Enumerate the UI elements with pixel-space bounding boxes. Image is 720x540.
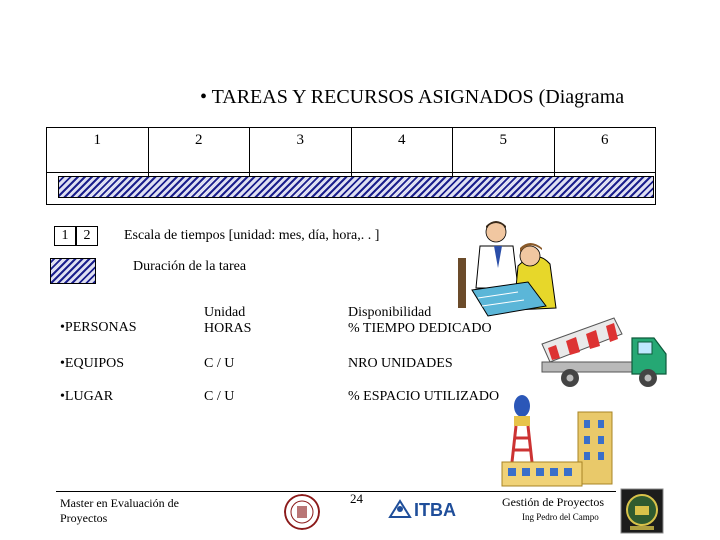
scale-number: 1 — [47, 128, 149, 172]
scale-number: 6 — [601, 132, 609, 148]
legend-duration-label: Duración de la tarea — [133, 259, 247, 274]
footer-author: Ing Pedro del Campo — [522, 512, 599, 522]
factory-clipart — [500, 392, 620, 488]
scale-number: 3 — [250, 128, 352, 172]
unit-personas: Unidad HORAS — [204, 305, 252, 336]
availability-lugar: % ESPACIO UTILIZADO — [348, 389, 500, 404]
legend-scale-label: Escala de tiempos [unidad: mes, día, hora,. . ] — [124, 228, 380, 243]
unit-equipos: C / U — [204, 356, 235, 371]
resource-lugar: •LUGAR — [60, 389, 114, 404]
scale-number: 2 — [149, 128, 251, 172]
resource-equipos: •EQUIPOS — [60, 356, 125, 371]
itba-logo-text: ITBA — [414, 500, 456, 520]
legend-scale-box-2: 2 — [76, 226, 98, 246]
scale-number: 5 — [453, 128, 555, 172]
scale-number-row — [47, 128, 655, 172]
unit-lugar: C / U — [204, 389, 235, 404]
footer-program: Master en Evaluación de Proyectos — [60, 496, 179, 525]
institution-badge-logo — [620, 488, 664, 534]
footer-rule — [56, 491, 616, 492]
page-number: 24 — [350, 491, 363, 506]
availability-equipos: NRO UNIDADES — [348, 356, 453, 371]
footer-course: Gestión de Proyectos — [502, 495, 604, 509]
dump-truck-clipart — [536, 308, 670, 392]
itba-logo — [388, 497, 470, 521]
slide-title: • TAREAS Y RECURSOS ASIGNADOS (Diagrama — [200, 86, 625, 108]
availability-personas: Disponibilidad % TIEMPO DEDICADO — [348, 305, 492, 336]
task-duration-bar — [58, 176, 654, 198]
resource-personas: •PERSONAS — [60, 320, 137, 335]
scale-number: 4 — [352, 128, 454, 172]
legend-duration-swatch — [50, 258, 96, 284]
legend-scale-box-1: 1 — [54, 226, 76, 246]
university-seal-logo — [284, 494, 320, 530]
